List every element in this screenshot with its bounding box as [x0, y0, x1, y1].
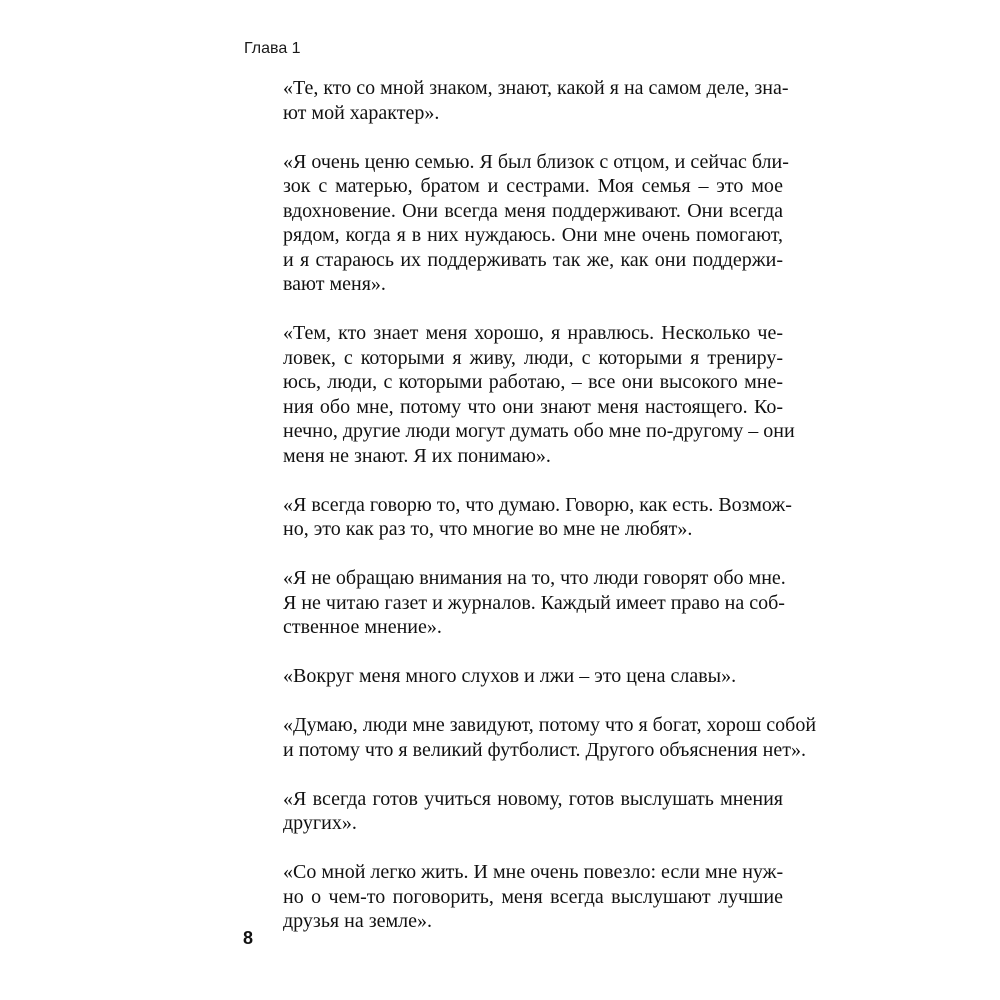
text-line: Я не читаю газет и журналов. Каждый имеет право на соб-: [283, 591, 785, 614]
quote-paragraph: [283, 713, 817, 762]
text-line: и я стараюсь их поддерживать так же, как они поддержи-: [283, 248, 783, 271]
text-line: вдохновение. Они всегда меня поддерживают. Они всегда: [283, 199, 783, 222]
text-line: «Со мной легко жить. И мне очень повезло: если мне нуж-: [283, 861, 784, 883]
text-line: «Я всегда говорю то, что думаю. Говорю, как есть. Возмож-: [283, 493, 792, 516]
quote-paragraph: [283, 566, 786, 640]
text-line: «Вокруг меня много слухов и лжи – это цена славы».: [283, 665, 737, 687]
quote-paragraph: [283, 493, 792, 542]
text-line: нечно, другие люди могут думать обо мне по-другому – они: [283, 420, 795, 442]
body-text: [283, 76, 817, 958]
text-line: ловек, с которыми я живу, люди, с которыми я трениру-: [283, 346, 783, 369]
text-line: вают меня».: [283, 273, 386, 295]
text-line: меня не знают. Я их понимаю».: [283, 444, 551, 467]
text-line: «Я не обращаю внимания на то, что люди говорят обо мне.: [283, 567, 786, 589]
quote-paragraph: [283, 76, 789, 125]
text-line: ния обо мне, потому что они знают меня настоящего. Ко-: [283, 395, 783, 418]
quote-paragraph: [283, 150, 789, 297]
text-line: «Думаю, люди мне завидуют, потому что я богат, хорош собой: [283, 714, 817, 736]
text-line: и потому что я великий футболист. Другого объяснения нет».: [283, 738, 806, 761]
text-line: ют мой характер».: [283, 101, 440, 124]
text-line: юсь, люди, с которыми работаю, – все они высокого мне-: [283, 371, 783, 393]
text-line: ственное мнение».: [283, 616, 442, 638]
quote-paragraph: [283, 664, 783, 689]
quote-paragraph: [283, 321, 795, 468]
text-line: «Я очень ценю семью. Я был близок с отцом, и сейчас бли-: [283, 150, 789, 173]
text-line: «Тем, кто знает меня хорошо, я нравлюсь. Несколько че-: [283, 322, 783, 344]
quote-paragraph: [283, 787, 783, 836]
text-line: «Я всегда готов учиться новому, готов выслушать мнения: [283, 787, 783, 810]
quote-paragraph: [283, 860, 783, 934]
text-line: друзья на земле».: [283, 910, 433, 932]
text-line: зок с матерью, братом и сестрами. Моя семья – это мое: [283, 175, 783, 197]
text-line: рядом, когда я в них нуждаюсь. Они мне очень помогают,: [283, 224, 783, 246]
text-line: но, это как раз то, что многие во мне не любят».: [283, 518, 693, 540]
page-number: 8: [243, 928, 254, 948]
chapter-running-head: Глава 1: [244, 40, 301, 57]
text-line: других».: [283, 812, 357, 834]
text-line: «Те, кто со мной знаком, знают, какой я на самом деле, зна-: [283, 77, 789, 99]
text-line: но о чем-то поговорить, меня всегда выслушают лучшие: [283, 885, 783, 908]
